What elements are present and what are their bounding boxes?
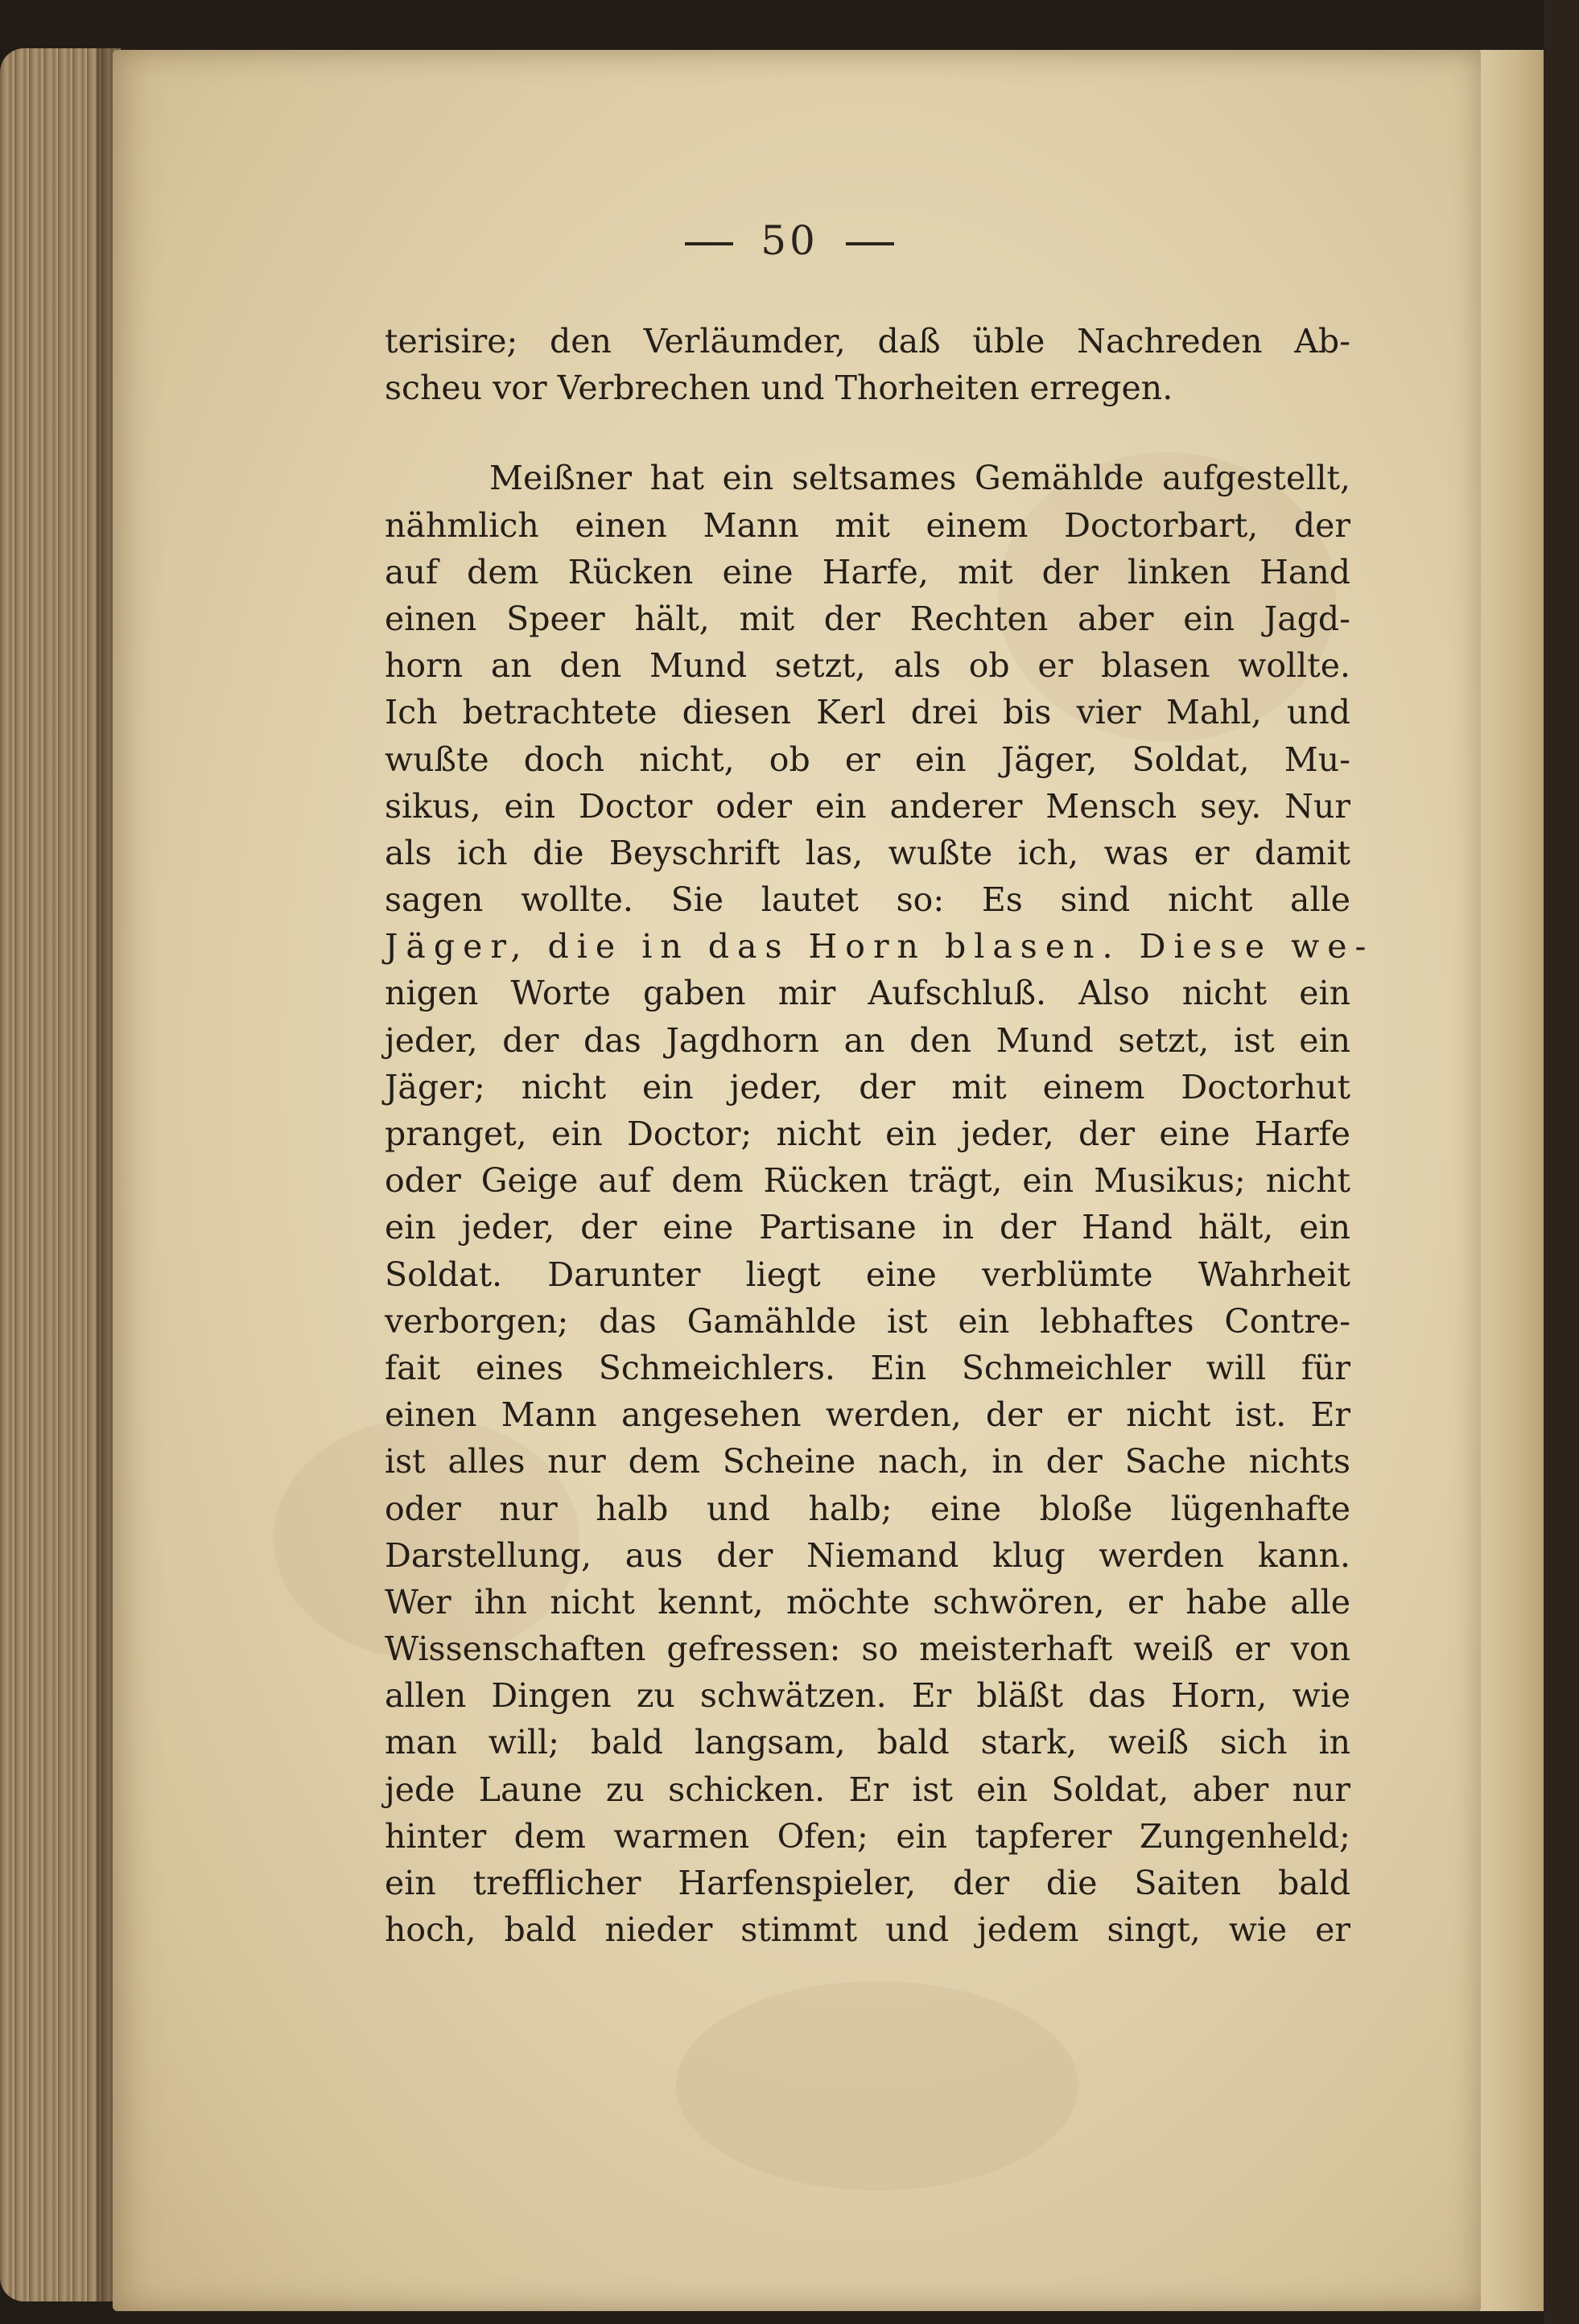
body-text bbox=[385, 318, 1375, 1953]
text-line: als ich die Beyschrift las, wußte ich, was er damit bbox=[385, 833, 1350, 872]
text-line: ein trefflicher Harfenspieler, der die Saiten bald bbox=[385, 1864, 1350, 1902]
header-dash-left bbox=[685, 242, 733, 245]
text-line: sagen wollte. Sie lautet so: Es sind nicht alle bbox=[385, 880, 1350, 920]
text-line: einen Mann angesehen werden, der er nicht ist. Er bbox=[385, 1395, 1350, 1435]
text-line: nähmlich einen Mann mit einem Doctorbart, der bbox=[385, 505, 1350, 545]
text-line: oder Geige auf dem Rücken trägt, ein Musikus; nicht bbox=[385, 1161, 1350, 1201]
text-line: Meißner hat ein seltsames Gemählde aufgestellt, bbox=[489, 459, 1350, 498]
text-line: terisire; den Verläumder, daß üble Nachreden Ab- bbox=[385, 322, 1350, 361]
text-line: Jäger; nicht ein jeder, der mit einem Doctorhut bbox=[385, 1067, 1350, 1106]
text-line: oder nur halb und halb; eine bloße lügenhafte bbox=[385, 1489, 1350, 1528]
text-line: einen Speer hält, mit der Rechten aber ein Jagd- bbox=[385, 599, 1350, 638]
text-line: hinter dem warmen Ofen; ein tapferer Zungenheld; bbox=[385, 1816, 1350, 1856]
text-line: sikus, ein Doctor oder ein anderer Mensch sey. Nur bbox=[385, 786, 1350, 826]
paper-stain bbox=[676, 1981, 1078, 2190]
text-line: Soldat. Darunter liegt eine verblümte Wahrheit bbox=[385, 1255, 1350, 1294]
text-line: hoch, bald nieder stimmt und jedem singt, wie er bbox=[385, 1910, 1350, 1950]
text-line: scheu vor Verbrechen und Thorheiten erregen. bbox=[385, 369, 1173, 408]
text-line: Ich betrachtete diesen Kerl drei bis vier Mahl, und bbox=[385, 693, 1350, 732]
text-line: fait eines Schmeichlers. Ein Schmeichler will für bbox=[385, 1348, 1350, 1387]
text-line: auf dem Rücken eine Harfe, mit der linken Hand bbox=[385, 552, 1350, 591]
text-line: allen Dingen zu schwätzen. Er bläßt das Horn, wie bbox=[385, 1676, 1350, 1716]
text-line: man will; bald langsam, bald stark, weiß sich in bbox=[385, 1723, 1350, 1762]
text-line: wußte doch nicht, ob er ein Jäger, Soldat, Mu- bbox=[385, 740, 1350, 779]
page-header bbox=[0, 217, 1579, 264]
text-line: ist alles nur dem Scheine nach, in der Sache nichts bbox=[385, 1442, 1350, 1481]
text-line: jede Laune zu schicken. Er ist ein Soldat, aber nur bbox=[385, 1770, 1350, 1809]
text-line: Wissenschaften gefressen: so meisterhaft weiß er von bbox=[385, 1630, 1350, 1669]
book-cover-edge bbox=[1544, 0, 1579, 2324]
page-fold bbox=[1479, 50, 1544, 2311]
text-line: pranget, ein Doctor; nicht ein jeder, der eine Harfe bbox=[385, 1115, 1350, 1153]
page-number: 50 bbox=[761, 217, 818, 264]
text-line: ein jeder, der eine Partisane in der Hand hält, ein bbox=[385, 1208, 1350, 1247]
header-dash-right bbox=[846, 242, 894, 245]
paragraph-gap bbox=[385, 411, 1350, 455]
text-line-emphasis: Jäger, die in das Horn blasen. Diese we- bbox=[385, 927, 1375, 966]
text-line: nigen Worte gaben mir Aufschluß. Also nicht ein bbox=[385, 974, 1350, 1013]
text-line: jeder, der das Jagdhorn an den Mund setzt, ist ein bbox=[385, 1020, 1350, 1060]
text-line: Darstellung, aus der Niemand klug werden kann. bbox=[385, 1535, 1350, 1575]
text-line: verborgen; das Gamählde ist ein lebhaftes Contre- bbox=[385, 1301, 1350, 1341]
text-line: Wer ihn nicht kennt, möchte schwören, er habe alle bbox=[385, 1582, 1350, 1621]
text-line: horn an den Mund setzt, als ob er blasen wollte. bbox=[385, 646, 1350, 686]
